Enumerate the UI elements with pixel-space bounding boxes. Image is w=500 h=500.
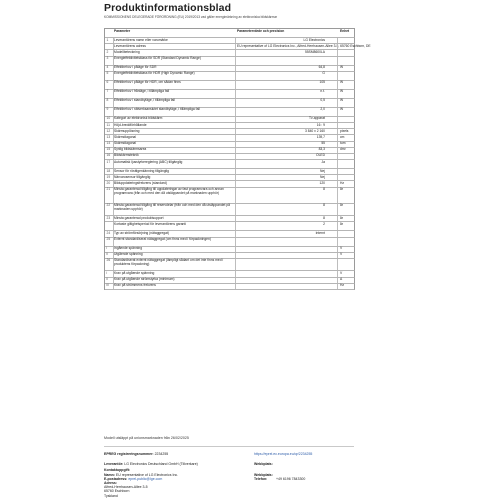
column-divider (337, 154, 338, 159)
column-divider (235, 271, 236, 276)
column-divider (337, 108, 338, 116)
column-divider (337, 123, 338, 128)
row-unit: Hz (340, 181, 345, 186)
column-divider (113, 231, 114, 236)
email-link[interactable]: eprel-public@lge.com (128, 476, 163, 481)
row-number: 4 (106, 65, 109, 70)
column-divider (235, 38, 236, 43)
column-divider (235, 238, 236, 246)
row-parameter: Modellbeteckning (114, 49, 140, 54)
row-parameter: Bilduppdateringsfrekvens (standard) (114, 181, 167, 186)
column-divider (235, 222, 236, 230)
eprel-link[interactable]: https://eprel.ec.europa.eu/qr/2234255 (254, 452, 313, 456)
row-number: 17 (106, 159, 111, 164)
column-divider (235, 57, 236, 65)
column-divider (337, 222, 338, 230)
column-divider (113, 284, 114, 289)
row-number: ii (106, 252, 108, 257)
table-row (105, 160, 355, 169)
column-divider (113, 247, 114, 252)
product-info-sheet (100, 0, 371, 500)
column-divider (337, 81, 338, 89)
row-unit: V (340, 252, 343, 257)
website-label: Webbplats: (254, 462, 273, 467)
column-divider (235, 117, 236, 122)
row-value: Tv-apparat (309, 116, 325, 121)
eprel-label: EPREG registreringsnummer: (104, 452, 154, 456)
row-parameter: Minsta garanterad tillgång till reservdelar (från och med den då utsläppandet på marknaden upphör) (114, 203, 231, 212)
row-value: Nej (320, 168, 325, 173)
row-value: 16 : 9 (316, 122, 325, 127)
row-number: 25 (106, 237, 111, 242)
column-divider (113, 271, 114, 276)
column-divider (235, 278, 236, 283)
column-divider (235, 169, 236, 174)
row-value: Ja (321, 159, 325, 164)
table-row (105, 238, 355, 247)
column-divider (113, 259, 114, 271)
name-label: Namn: (104, 472, 115, 477)
row-unit: A (340, 277, 343, 282)
row-value: n.t. (320, 89, 325, 94)
row-parameter: Skärmdiagonal (114, 134, 136, 139)
column-divider (337, 253, 338, 258)
row-number: 9 (106, 107, 109, 112)
column-divider (235, 50, 236, 55)
row-number: 16 (106, 153, 111, 158)
column-divider (337, 247, 338, 252)
row-value: 2,0 (320, 107, 325, 112)
row-value: 105 (319, 80, 325, 85)
row-parameter: Effektbehov i påläge för SDR (114, 65, 157, 70)
address-line-3: Tyskland (104, 493, 118, 498)
column-divider (235, 154, 236, 159)
regulation-subtitle: KOMMISSIONENS DELEGERADE FÖRORDNING (EU) 2019/2013 vad gäller energimärkning av elektroniska bildskärmar (104, 15, 278, 19)
column-divider (235, 108, 236, 116)
row-parameter: Närvarosensor tillgänglig (114, 174, 151, 179)
column-divider (113, 142, 114, 147)
row-number: 20 (106, 181, 111, 186)
unit-column-header: Enhet (340, 28, 350, 33)
row-number: 3 (106, 56, 109, 61)
table-row (105, 284, 355, 290)
row-number: 2 (106, 49, 109, 54)
row-parameter: Minsta garanterad produktsupport (114, 215, 164, 220)
row-value: EU representative of LG Electronics Inc., Alfred-Herrhausen-Allee 3-5, 65760 Eschborn, DE (237, 43, 371, 48)
column-divider (337, 278, 338, 283)
column-divider (113, 90, 114, 98)
row-parameter: Effektbehov i nätverksanslutet standbyläge, i tillämpliga fall (114, 107, 200, 112)
column-divider (235, 66, 236, 71)
row-value: G (322, 71, 325, 76)
column-divider (337, 216, 338, 221)
column-divider (337, 271, 338, 276)
column-divider (337, 90, 338, 98)
row-parameter: Ingående spänning (114, 246, 143, 251)
column-divider (113, 148, 114, 153)
row-parameter: Krav på strömmens frekvens (114, 283, 156, 288)
row-unit: W (340, 65, 344, 70)
row-number: 6 (106, 80, 109, 85)
address-line-1: Alfred-Herrhausen-Allee 3-5 (104, 485, 148, 490)
row-parameter: Energieffektivitetsklass för HDR (High Dynamic Range) (114, 71, 195, 76)
row-number: 7 (106, 89, 109, 94)
column-divider (235, 247, 236, 252)
column-divider (235, 81, 236, 89)
row-value: 0,5 (320, 98, 325, 103)
column-divider (235, 90, 236, 98)
column-divider (235, 188, 236, 203)
column-divider (235, 253, 236, 258)
table-header-row (105, 29, 355, 38)
column-divider (235, 135, 236, 140)
row-number: 8 (106, 98, 109, 103)
name-value: EU representative of LG Electronics Inc. (115, 472, 179, 477)
release-note: Modell utsläppt på unionsmarknaden från 26/02/2025 (104, 436, 189, 440)
address-line-2: 65760 Eschborn (104, 489, 130, 494)
divider (104, 446, 354, 447)
column-divider (113, 238, 114, 246)
column-divider (337, 204, 338, 216)
row-number: 22 (106, 203, 111, 208)
column-divider (235, 148, 236, 153)
phone-label: Telefon: (254, 476, 268, 481)
column-divider (113, 81, 114, 89)
column-divider (337, 284, 338, 289)
row-unit: W (340, 80, 344, 85)
column-divider (113, 123, 114, 128)
row-number: 14 (106, 141, 111, 146)
row-parameter: Kategori av elektronisk bildskärm (114, 116, 163, 121)
page-title: Produktinformationsblad (104, 2, 232, 14)
row-parameter: Automatisk ljusstyrkereglering (ABC) tillgänglig (114, 159, 183, 164)
column-divider (337, 129, 338, 134)
row-value: LG Electronics (303, 37, 325, 42)
row-value: Internt (315, 230, 325, 235)
row-value: 139,7 (316, 134, 325, 139)
row-unit: år (340, 221, 343, 226)
row-number: ii (106, 277, 108, 282)
row-number: 10 (106, 116, 111, 121)
column-divider (235, 175, 236, 180)
row-parameter: Höjd-breddförhållande (114, 122, 147, 127)
column-divider (235, 44, 236, 49)
column-divider (113, 72, 114, 80)
column-divider (337, 181, 338, 186)
row-parameter: Effektbehov i standbyläge, i tillämpliga fall (114, 98, 175, 103)
row-number: 23 (106, 215, 111, 220)
phone-value: +49 6196 7843300 (276, 476, 306, 481)
column-divider (113, 222, 114, 230)
supplier-value: LG Electronics Deutschland GmbH (Tillverkare) (124, 462, 198, 467)
column-divider (337, 50, 338, 55)
row-number: 24 (106, 230, 111, 235)
column-divider (113, 99, 114, 107)
row-number: 15 (106, 147, 111, 152)
row-parameter: Typ av strömförsörjning (nätaggregat) (114, 230, 169, 235)
row-parameter: Bildskärmsteknik (114, 153, 139, 158)
row-value: OLED (316, 153, 325, 158)
column-divider (113, 160, 114, 168)
column-divider (113, 66, 114, 71)
column-divider (337, 135, 338, 140)
row-number: iii (106, 283, 109, 288)
column-divider (337, 66, 338, 71)
column-divider (337, 38, 338, 43)
row-number: 13 (106, 134, 111, 139)
column-divider (113, 169, 114, 174)
row-number: 5 (106, 71, 109, 76)
column-divider (235, 204, 236, 216)
row-unit: pixels (340, 128, 349, 133)
row-parameter: Sensor för rösttigenkänning tillgänglig (114, 168, 169, 173)
row-value: Nej (320, 174, 325, 179)
column-divider (337, 238, 338, 246)
row-parameter: Energieffektivitetsklass för SDR (Standard Dynamic Range) (114, 56, 201, 61)
column-divider (337, 99, 338, 107)
row-unit: år (340, 203, 343, 208)
eprel-block (104, 452, 354, 498)
column-divider (337, 117, 338, 122)
column-divider (337, 175, 338, 180)
address-label: Adress: (104, 481, 118, 486)
row-number: 1 (106, 37, 109, 42)
column-divider (113, 181, 114, 186)
row-number: 11 (106, 122, 110, 127)
column-divider (337, 169, 338, 174)
eprel-number: 2234255 (154, 452, 169, 456)
row-number: i (106, 270, 108, 275)
row-value: 3 840 x 2 160 (305, 128, 325, 133)
row-number: 26 (106, 258, 111, 263)
row-value: 8 (323, 203, 325, 208)
column-divider (113, 204, 114, 216)
column-divider (113, 50, 114, 55)
column-divider (113, 135, 114, 140)
row-value: 2 (323, 221, 325, 226)
parameter-table (104, 28, 371, 290)
table-row (105, 188, 355, 204)
column-divider (337, 188, 338, 203)
column-divider (113, 188, 114, 203)
table-row (105, 222, 355, 231)
row-unit: år (340, 187, 343, 192)
column-divider (337, 160, 338, 168)
supplier-label: Leverantör: (104, 462, 124, 467)
row-value: 55SM8600LA (305, 49, 325, 54)
row-number: 18 (106, 168, 111, 173)
row-parameter: Leverantörens namn eller varumärke (114, 37, 168, 42)
column-divider (113, 57, 114, 65)
column-divider (235, 181, 236, 186)
row-unit: cm (340, 134, 345, 139)
column-divider (113, 117, 114, 122)
column-divider (235, 160, 236, 168)
column-divider (113, 278, 114, 283)
column-divider (113, 129, 114, 134)
row-value: 64,8 (318, 65, 325, 70)
column-divider (337, 44, 338, 49)
website-label-2: Webbplats: (254, 472, 273, 477)
row-unit: dm² (340, 147, 346, 152)
row-parameter: Krav på utgående strömstyrka (minimum) (114, 277, 175, 282)
column-divider (113, 175, 114, 180)
column-divider (113, 154, 114, 159)
row-parameter: Skärmupplösning (114, 128, 140, 133)
column-divider (113, 108, 114, 116)
column-divider (337, 72, 338, 80)
column-divider (235, 284, 236, 289)
row-number: 12 (106, 128, 111, 133)
column-divider (235, 99, 236, 107)
column-divider (235, 142, 236, 147)
row-parameter: Krav på utgående spänning (114, 270, 155, 275)
row-parameter: Effektbehov i frånläge, i tillämpliga fall (114, 89, 170, 94)
row-number: i (106, 246, 108, 251)
column-divider (235, 72, 236, 80)
column-divider (113, 44, 114, 49)
row-parameter: Standardiserat externt nätaggregat (lämpligt sådant om det inte finns med i produktens förpackning) (114, 258, 224, 267)
row-unit: tum (340, 141, 346, 146)
row-parameter: Effektbehov i påläge för HDR, om sådan finns (114, 80, 181, 85)
column-divider (337, 231, 338, 236)
column-divider (235, 129, 236, 134)
row-value: 8 (323, 215, 325, 220)
row-parameter: Kortaste giltighetsperiod för leverantörens garanti (114, 221, 187, 226)
contact-label: Kontaktuppgift: (104, 468, 131, 473)
column-divider (337, 142, 338, 147)
column-divider (235, 216, 236, 221)
column-divider (337, 259, 338, 271)
param-column-header: Parameter (114, 28, 131, 33)
column-divider (235, 259, 236, 271)
email-label: E-postadress: (104, 476, 128, 481)
table-row (105, 259, 355, 272)
row-number: 19 (106, 174, 111, 179)
row-unit: år (340, 215, 343, 220)
row-parameter: Synlig bildskärmsarea (114, 147, 147, 152)
row-unit: W (340, 98, 344, 103)
column-divider (337, 57, 338, 65)
row-parameter: Minsta garanterad tillgång till uppdateringar av fast programvara och annan programvara (från och med den då utsläppandet på marknaden upphör) (114, 187, 224, 196)
column-divider (235, 123, 236, 128)
row-parameter: Utgående spänning (114, 252, 143, 257)
row-unit: Hz (340, 283, 345, 288)
row-parameter: Externt standardiserat nätaggregat (om finns med i förpackningen) (114, 237, 211, 242)
column-divider (113, 253, 114, 258)
row-unit: W (340, 89, 344, 94)
column-divider (113, 216, 114, 221)
value-column-header: Parametervärde och precision (237, 28, 285, 33)
row-value: 83,3 (318, 147, 325, 152)
row-parameter: Skärmdiagonal (114, 141, 136, 146)
row-value: 120 (319, 181, 325, 186)
row-number: 21 (106, 187, 111, 192)
row-value: 8 (323, 187, 325, 192)
row-parameter: Leverantörens adress (114, 43, 146, 48)
row-unit: W (340, 107, 344, 112)
row-unit: V (340, 270, 343, 275)
table-row (105, 204, 355, 217)
column-divider (113, 38, 114, 43)
column-divider (235, 231, 236, 236)
row-value: 55 (321, 141, 325, 146)
column-divider (337, 148, 338, 153)
row-unit: V (340, 246, 343, 251)
